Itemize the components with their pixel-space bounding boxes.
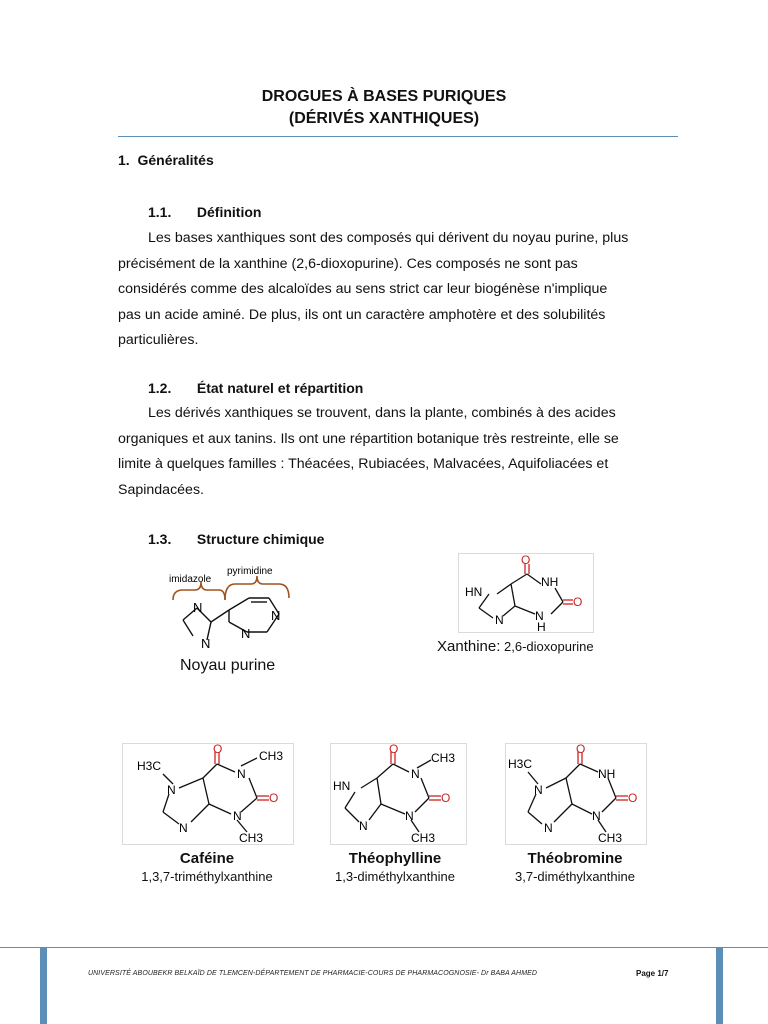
atom-nh: NH bbox=[541, 575, 559, 589]
xanthine-figure bbox=[458, 553, 594, 633]
footer-left-bar bbox=[40, 947, 47, 1024]
cafeine-structure-diagram bbox=[123, 744, 293, 844]
subsection-1-2-heading bbox=[148, 380, 363, 396]
atom-n: N bbox=[411, 767, 420, 781]
theophylline-formula: 1,3-diméthylxanthine bbox=[335, 869, 455, 884]
subsection-1-3-heading bbox=[148, 531, 324, 547]
pyrimidine-bracket bbox=[225, 576, 289, 600]
atom-o: O bbox=[269, 791, 279, 805]
footer-institution: UNIVERSITÉ ABOUBEKR BELKAÏD DE TLEMCEN-DÉPARTEMENT DE PHARMACIE-COURS DE PHARMACOGNOSIE- Dr BABA AHMED bbox=[88, 970, 538, 977]
document-title-line2: (DÉRIVÉS XANTHIQUES) bbox=[288, 110, 480, 127]
atom-ch3: CH3 bbox=[411, 831, 436, 844]
purine-caption: Noyau purine bbox=[180, 657, 276, 674]
subsection-1-3-number: 1.3. bbox=[148, 531, 172, 547]
atom-n: N bbox=[534, 783, 543, 797]
atom-o: O bbox=[441, 791, 451, 805]
pyrimidine-label: pyrimidine bbox=[227, 566, 273, 577]
atom-n: N bbox=[592, 809, 601, 823]
theophylline-figure bbox=[330, 743, 467, 845]
atom-o: O bbox=[573, 595, 583, 609]
paragraph-line: Les dérivés xanthiques se trouvent, dans la plante, combinés à des acides bbox=[148, 405, 616, 421]
subsection-1-2-title: État naturel et répartition bbox=[196, 380, 364, 396]
subsection-1-1-heading bbox=[148, 204, 261, 220]
cafeine-formula: 1,3,7-triméthylxanthine bbox=[141, 869, 273, 884]
atom-o: O bbox=[389, 744, 399, 756]
atom-ch3: CH3 bbox=[239, 831, 264, 844]
title-divider bbox=[118, 136, 678, 137]
atom-n: N bbox=[167, 783, 176, 797]
cafeine-name: Caféine bbox=[179, 850, 235, 867]
theobromine-formula: 3,7-diméthylxanthine bbox=[515, 869, 635, 884]
atom-o: O bbox=[521, 554, 531, 567]
paragraph-line: considérés comme des alcaloïdes au sens strict car leur biogénèse n'implique bbox=[118, 281, 608, 297]
theobromine-name: Théobromine bbox=[527, 850, 623, 867]
xanthine-caption bbox=[437, 638, 594, 655]
theophylline-name: Théophylline bbox=[348, 850, 442, 867]
atom-ch3: CH3 bbox=[431, 751, 456, 765]
atom-h3c: H3C bbox=[137, 759, 162, 773]
theophylline-structure-diagram bbox=[331, 744, 466, 844]
footer-right-bar bbox=[716, 947, 723, 1024]
subsection-1-1-title: Définition bbox=[196, 204, 262, 220]
paragraph-line: limite à quelques familles : Théacées, Rubiacées, Malvacées, Aquifoliacées et bbox=[118, 456, 609, 472]
section-1-number: 1. bbox=[118, 152, 130, 168]
definition-paragraph bbox=[118, 226, 708, 354]
atom-n: N bbox=[201, 636, 211, 651]
paragraph-line: pas un acide aminé. De plus, ils ont un caractère amphotère et des solubilités bbox=[118, 306, 606, 323]
atom-ch3: CH3 bbox=[259, 749, 284, 763]
atom-n: N bbox=[237, 767, 246, 781]
xanthine-formula: 2,6-dioxopurine bbox=[500, 639, 594, 654]
page-number: Page 1/7 bbox=[636, 969, 669, 978]
paragraph-line: précisément de la xanthine (2,6-dioxopurine). Ces composés ne sont pas bbox=[118, 255, 578, 272]
purine-structure-diagram bbox=[163, 560, 293, 657]
theobromine-structure-diagram bbox=[506, 744, 646, 844]
subsection-1-3-title: Structure chimique bbox=[196, 531, 325, 547]
atom-hn: HN bbox=[465, 585, 483, 599]
atom-o: O bbox=[576, 744, 586, 756]
atom-n: N bbox=[405, 809, 414, 823]
atom-n: N bbox=[233, 809, 242, 823]
paragraph-line: organiques et aux tanins. Ils ont une répartition botanique très restreinte, elle se bbox=[118, 430, 619, 447]
atom-o: O bbox=[628, 791, 638, 805]
atom-o: O bbox=[213, 744, 223, 756]
purine-figure bbox=[163, 560, 293, 657]
atom-h3c: H3C bbox=[508, 757, 533, 771]
xanthine-structure-diagram bbox=[459, 554, 593, 632]
atom-n: N bbox=[359, 819, 368, 833]
subsection-1-1-number: 1.1. bbox=[148, 204, 172, 220]
xanthine-name: Xanthine: bbox=[437, 638, 501, 655]
atom-n: N bbox=[271, 608, 281, 623]
atom-hn: HN bbox=[333, 779, 351, 793]
section-1-heading bbox=[118, 152, 214, 168]
atom-ch3: CH3 bbox=[598, 831, 623, 844]
atom-nh: NH bbox=[598, 767, 616, 781]
paragraph-line: Les bases xanthiques sont des composés qui dérivent du noyau purine, plus bbox=[148, 230, 629, 246]
subsection-1-2-number: 1.2. bbox=[148, 380, 172, 396]
atom-n: N bbox=[544, 821, 553, 835]
imidazole-label: imidazole bbox=[169, 574, 212, 585]
cafeine-figure bbox=[122, 743, 294, 845]
footer-divider bbox=[0, 947, 768, 948]
atom-n: N bbox=[535, 609, 544, 623]
atom-n: N bbox=[241, 626, 251, 641]
atom-n: N bbox=[495, 613, 504, 627]
atom-n: N bbox=[179, 821, 188, 835]
section-1-title: Généralités bbox=[137, 152, 214, 168]
atom-h: H bbox=[537, 620, 546, 632]
paragraph-line: particulières. bbox=[118, 332, 199, 348]
paragraph-line: Sapindacées. bbox=[118, 481, 204, 498]
document-title-line1: DROGUES À BASES PURIQUES bbox=[261, 88, 507, 105]
repartition-paragraph bbox=[118, 401, 708, 503]
theobromine-figure bbox=[505, 743, 647, 845]
atom-n: N bbox=[193, 600, 203, 615]
